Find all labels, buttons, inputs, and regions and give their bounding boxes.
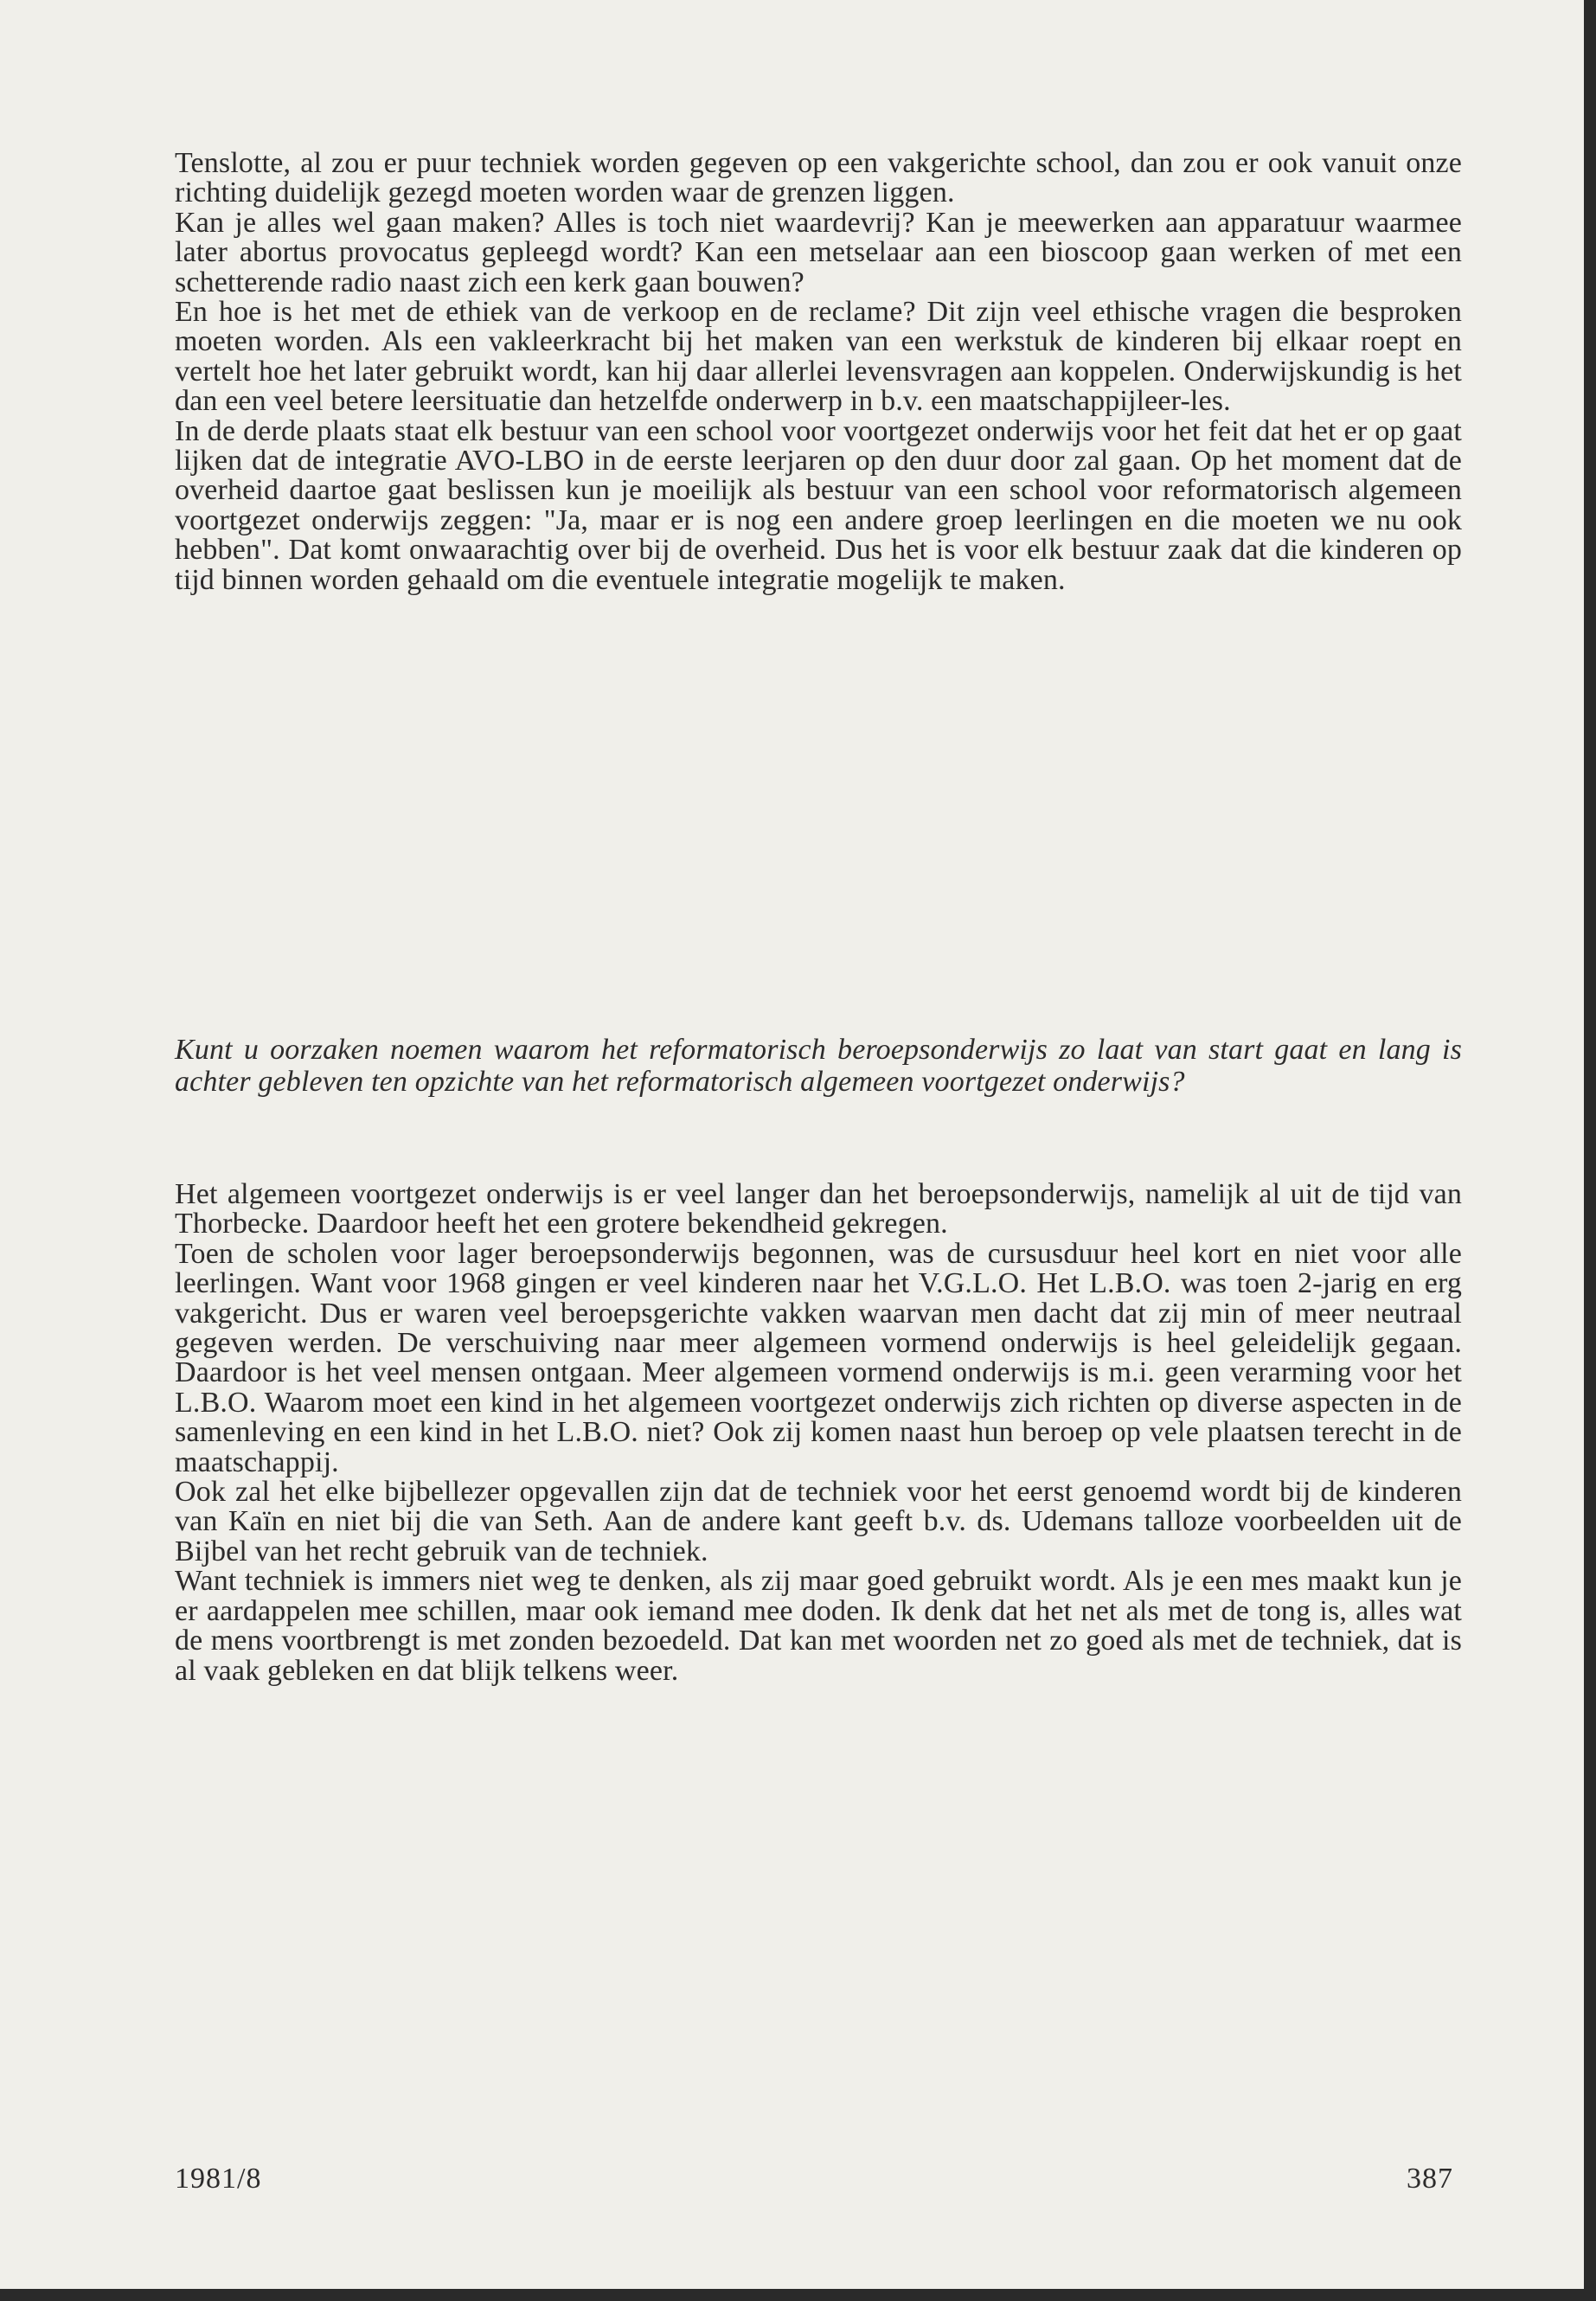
page-number: 387 [1407,2163,1453,2195]
body-text-section-1 [175,149,1462,595]
scan-edge-right [1584,0,1596,2301]
paragraph: Tenslotte, al zou er puur techniek worden gegeven op een vakgerichte school, dan zou er ook vanuit onze richting duidelijk gezegd moeten worden waar de grenzen liggen. [175,147,1462,209]
paragraph: Ook zal het elke bijbellezer opgevallen zijn dat de techniek voor het eerst genoemd wordt bij de kinderen van Kaïn en niet bij die van Seth. Aan de andere kant geeft b.v. ds. Udemans talloze voorbeelden uit de Bijbel van het recht gebruik van de techniek. [175,1476,1462,1567]
body-text-section-2 [175,1180,1462,1686]
question-text: Kunt u oorzaken noemen waarom het reformatorisch beroepsonderwijs zo laat van start gaat en lang is achter gebleven ten opzichte van het reformatorisch algemeen voortgezet onderwijs? [175,1034,1462,1098]
scan-edge-bottom [0,2289,1596,2301]
interview-question [175,1035,1462,1098]
paragraph: Want techniek is immers niet weg te denken, als zij maar goed gebruikt wordt. Als je een mes maakt kun je er aardappelen mee schillen, maar ook iemand mee doden. Ik denk dat het net als met de tong is, alles wat de mens voortbrengt is met zonden bezoedeld. Dat kan met woorden net zo goed als met de techniek, dat is al vaak gebleken en dat blijk telkens weer. [175,1565,1462,1687]
paragraph: Kan je alles wel gaan maken? Alles is toch niet waardevrij? Kan je meewerken aan apparatuur waarmee later abortus provocatus gepleegd wordt? Kan een metselaar aan een bioscoop gaan werken of met een schetterende radio naast zich een kerk gaan bouwen? [175,206,1462,298]
paragraph: In de derde plaats staat elk bestuur van een school voor voortgezet onderwijs voor het feit dat het er op gaat lijken dat de integratie AVO-LBO in de eerste leerjaren op den duur door zal gaan. Op het moment dat de overheid daartoe gaat beslissen kun je moeilijk als bestuur van een school voor reformatorisch algemeen voortgezet onderwijs zeggen: "Ja, maar er is nog een andere groep leerlingen en die moeten we nu ook hebben". Dat komt onwaarachtig over bij de overheid. Dus het is voor elk bestuur zaak dat die kinderen op tijd binnen worden gehaald om die eventuele integratie mogelijk te maken. [175,414,1462,596]
paragraph: Het algemeen voortgezet onderwijs is er veel langer dan het beroepsonderwijs, namelijk al uit de tijd van Thorbecke. Daardoor heeft het een grotere bekendheid gekregen. [175,1178,1462,1240]
paragraph: Toen de scholen voor lager beroepsonderwijs begonnen, was de cursusduur heel kort en niet voor alle leerlingen. Want voor 1968 gingen er veel kinderen naar het V.G.L.O. Het L.B.O. was toen 2-jarig en erg vakgericht. Dus er waren veel beroepsgerichte vakken waarvan men dacht dat zij min of meer neutraal gegeven werden. De verschuiving naar meer algemeen vormend onderwijs is heel geleidelijk gegaan. Daardoor is het veel mensen ontgaan. Meer algemeen vormend onderwijs is m.i. geen verarming voor het L.B.O. Waarom moet een kind in het algemeen voortgezet onderwijs zich richten op diverse aspecten in de samenleving en een kind in het L.B.O. niet? Ook zij komen naast hun beroep op vele plaatsen terecht in de maatschappij. [175,1237,1462,1478]
issue-number: 1981/8 [175,2163,262,2195]
paragraph: En hoe is het met de ethiek van de verkoop en de reclame? Dit zijn veel ethische vragen die besproken moeten worden. Als een vakleerkracht bij het maken van een werkstuk de kinderen bij elkaar roept en vertelt hoe het later gebruikt wordt, kan hij daar allerlei levensvragen aan koppelen. Onderwijskundig is het dan een veel betere leersituatie dan hetzelfde onderwerp in b.v. een maatschappijleer-les. [175,296,1462,418]
